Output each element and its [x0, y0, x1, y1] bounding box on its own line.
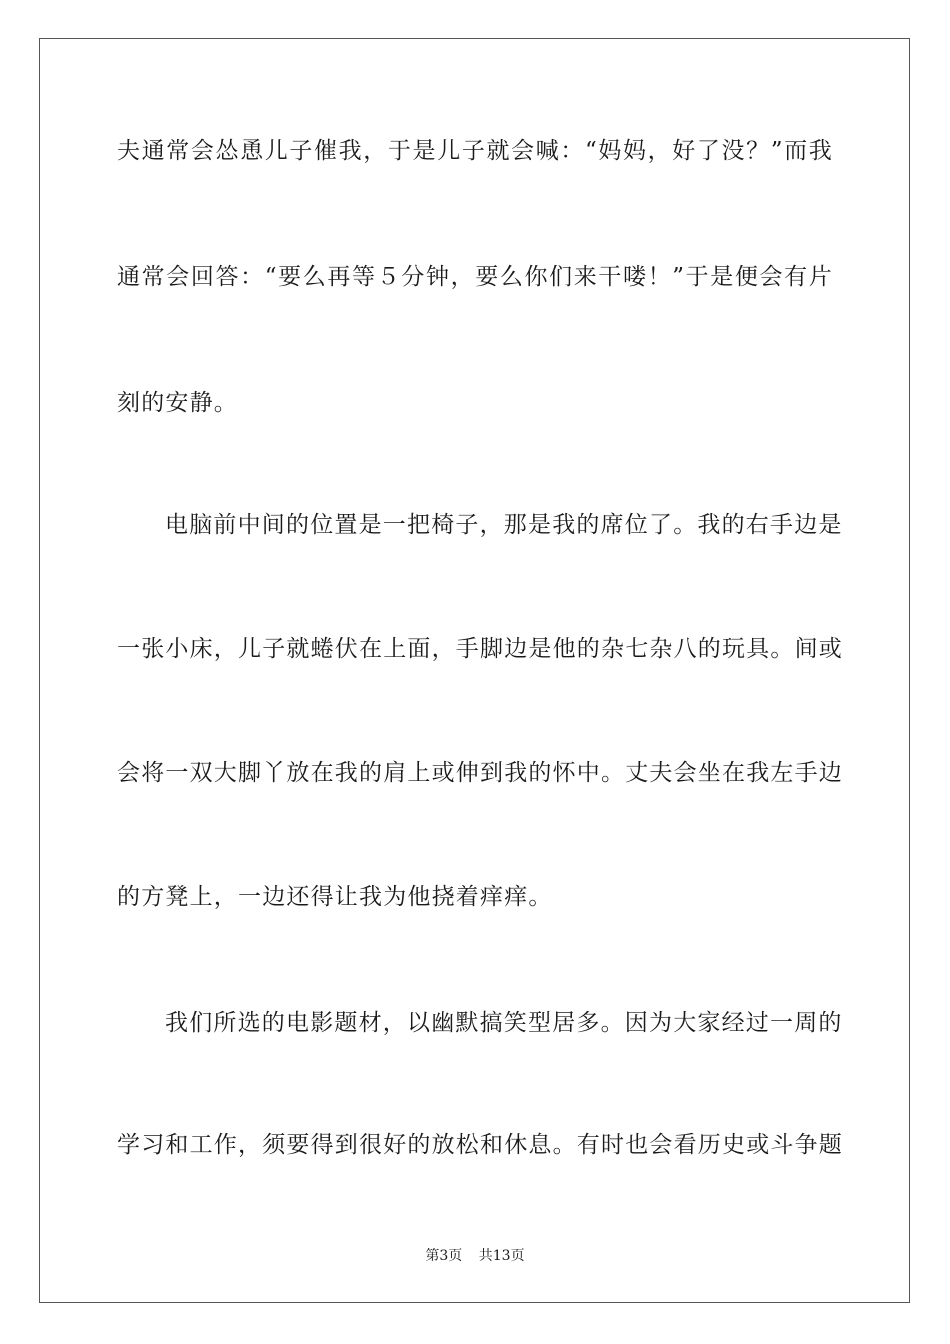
text-line: 会将一双大脚丫放在我的肩上或伸到我的怀中。丈夫会坐在我左手边 — [117, 760, 843, 786]
text-line: 刻的安静。 — [117, 390, 238, 416]
text-line: 学习和工作，须要得到很好的放松和休息。有时也会看历史或斗争题 — [117, 1132, 843, 1158]
text-line: 电脑前中间的位置是一把椅子，那是我的席位了。我的右手边是 — [165, 512, 843, 538]
page-total: 共13页 — [478, 1248, 525, 1264]
text-line: 夫通常会怂恿儿子催我，于是儿子就会喊：“妈妈，好了没？”而我 — [117, 138, 833, 164]
text-line: 我们所选的电影题材，以幽默搞笑型居多。因为大家经过一周的 — [165, 1010, 843, 1036]
page-footer — [0, 1247, 950, 1265]
text-line: 的方凳上，一边还得让我为他挠着痒痒。 — [117, 884, 553, 910]
page-border — [39, 38, 910, 1303]
page-number: 第3页 — [425, 1248, 463, 1264]
text-line: 通常会回答：“要么再等５分钟，要么你们来干喽！”于是便会有片 — [117, 264, 833, 290]
text-line: 一张小床，儿子就蜷伏在上面，手脚边是他的杂七杂八的玩具。间或 — [117, 636, 843, 662]
